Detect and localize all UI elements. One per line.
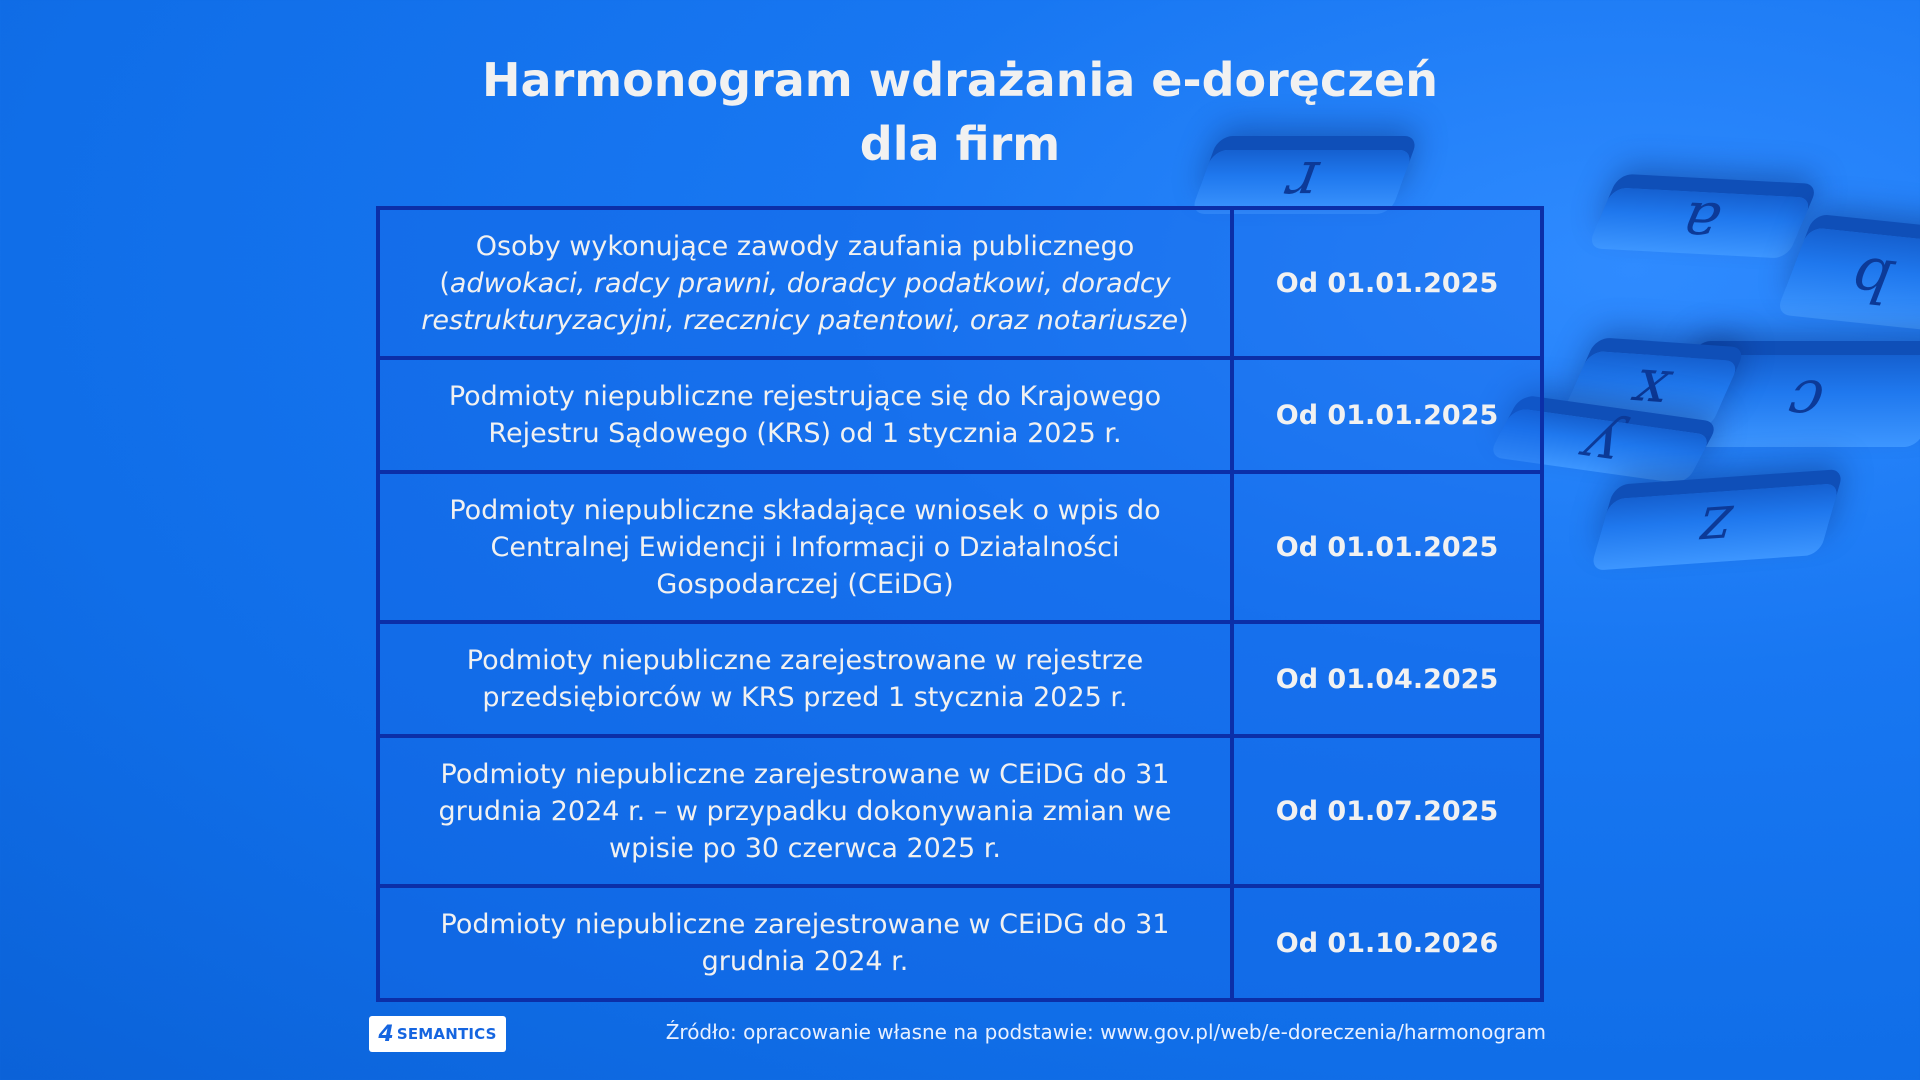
row-date: Od 01.01.2025 (1232, 358, 1542, 472)
table-row (378, 472, 1542, 622)
row-description: Podmioty niepubliczne składające wniosek o wpis do Centralnej Ewidencji i Informacji o Działalności Gospodarczej (CEiDG) (378, 472, 1232, 622)
table-row (378, 208, 1542, 358)
schedule-table (376, 206, 1544, 1002)
row-date: Od 01.10.2026 (1232, 886, 1542, 1000)
row-description: Podmioty niepubliczne zarejestrowane w rejestrze przedsiębiorców w KRS przed 1 stycznia 2025 r. (378, 622, 1232, 736)
source-note: Źródło: opracowanie własne na podstawie: www.gov.pl/web/e-doreczenia/harmonogram (665, 1020, 1546, 1044)
row-description-line-2 (410, 265, 1200, 339)
row-description: Podmioty niepubliczne zarejestrowane w CEiDG do 31 grudnia 2024 r. (378, 886, 1232, 1000)
paren-close: ) (1178, 304, 1189, 336)
row-description-line-1: Osoby wykonujące zawody zaufania publicznego (475, 230, 1135, 262)
keycap-c: c (1658, 355, 1920, 447)
row-description: Podmioty niepubliczne rejestrujące się do Krajowego Rejestru Sądowego (KRS) od 1 stycznia 2025 r. (378, 358, 1232, 472)
keycap-y: y (1488, 408, 1712, 485)
keycap-x: x (1560, 351, 1740, 430)
row-date: Od 01.07.2025 (1232, 736, 1542, 886)
row-description (378, 208, 1232, 358)
page-title-line-1: Harmonogram wdrażania e-doręczeń (482, 53, 1438, 107)
row-date: Od 01.01.2025 (1232, 208, 1542, 358)
row-date: Od 01.04.2025 (1232, 622, 1542, 736)
table-row (378, 736, 1542, 886)
keycap-b: b (1776, 227, 1920, 331)
page-title-line-2: dla firm (859, 117, 1061, 171)
table-row (378, 622, 1542, 736)
semantics-logo (369, 1016, 506, 1052)
professions-list: adwokaci, radcy prawni, doradcy podatkowi, doradcy restrukturyzacyjni, rzecznicy patentowi, oraz notariusze (421, 267, 1179, 336)
keycap-z: z (1590, 483, 1840, 571)
row-date: Od 01.01.2025 (1232, 472, 1542, 622)
logo-mark-icon: 4 (378, 1021, 394, 1047)
keycap-a: a (1587, 187, 1813, 258)
paren-open: ( (439, 267, 450, 299)
keycap-r: r (1190, 150, 1413, 214)
row-description: Podmioty niepubliczne zarejestrowane w CEiDG do 31 grudnia 2024 r. – w przypadku dokonywania zmian we wpisie po 30 czerwca 2025 r. (378, 736, 1232, 886)
table-row (378, 886, 1542, 1000)
logo-text: SEMANTICS (396, 1025, 497, 1043)
table-row (378, 358, 1542, 472)
